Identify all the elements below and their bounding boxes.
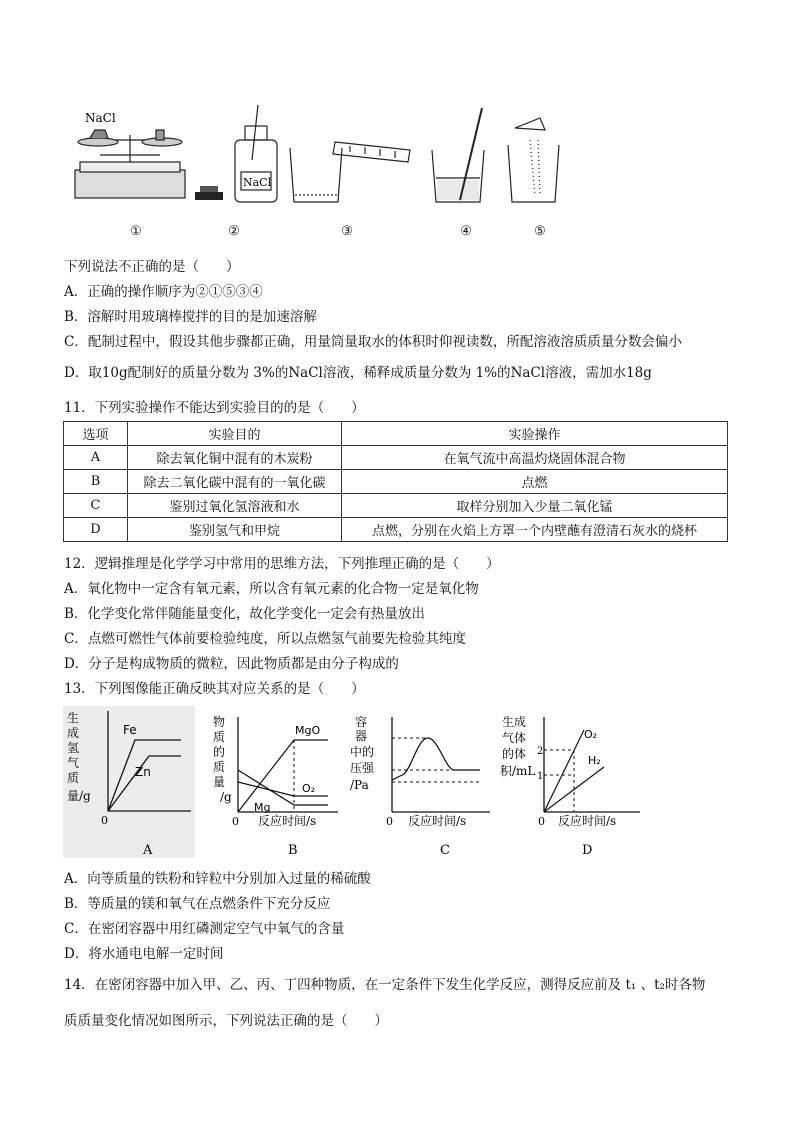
table-row bbox=[64, 446, 728, 470]
mgo-line bbox=[238, 740, 328, 812]
graph-d-ylabel: 生成 bbox=[502, 715, 527, 729]
graph-a-caption: A bbox=[143, 843, 153, 858]
stirring-beaker-drawing bbox=[432, 108, 484, 202]
q14-line-1: 14．在密闭容器中加入甲、乙、丙、丁四种物质，在一定条件下发生化学反应，测得反应前及 t₁ 、t₂时各物 bbox=[64, 977, 706, 993]
cell: B bbox=[64, 470, 128, 494]
graph-a-ylabel: 成 bbox=[67, 726, 80, 740]
q12-option-a: A．氧化物中一定含有氧元素，所以含有氧元素的化合物一定是氧化物 bbox=[64, 581, 479, 597]
step-label-2: ② bbox=[228, 224, 240, 239]
cell: 点燃，分别在火焰上方罩一个内壁蘸有澄清石灰水的烧杯 bbox=[342, 518, 728, 542]
graph-a-ylabel: 生 bbox=[67, 711, 80, 725]
graph-d-tick-2: 2 bbox=[537, 746, 544, 757]
graph-c-ylabel: 压强 bbox=[350, 761, 375, 775]
graph-b-ylabel: 的 bbox=[213, 745, 226, 759]
q10-option-d: D．取10g配制好的质量分数为 3%的NaCl溶液，稀释成质量分数为 1%的NaCl溶液，需加水18g bbox=[64, 365, 652, 381]
cell: 除去氧化铜中混有的木炭粉 bbox=[128, 446, 342, 470]
graph-d-ylabel: 气体 bbox=[502, 731, 527, 745]
nacl-label-balance: NaCl bbox=[85, 111, 116, 125]
graph-b-ylabel: 量 bbox=[213, 775, 226, 789]
cell: 点燃 bbox=[342, 470, 728, 494]
graph-c-ylabel: 中的 bbox=[350, 745, 375, 759]
graph-d-ylabel: 的体 bbox=[502, 747, 527, 761]
q10-stem: 下列说法不正确的是（ ） bbox=[64, 259, 240, 275]
graph-d-origin: 0 bbox=[538, 815, 545, 828]
cell: D bbox=[64, 518, 128, 542]
graph-d-ylabel: 积/mL bbox=[500, 764, 536, 778]
nacl-label-bottle: NaCl bbox=[243, 176, 272, 189]
graph-b-caption: B bbox=[288, 843, 298, 858]
h2-label: H₂ bbox=[588, 754, 601, 767]
q13-option-c: C．在密闭容器中用红磷测定空气中氧气的含量 bbox=[64, 921, 345, 937]
graph-a-ylabel: 气 bbox=[67, 756, 80, 770]
graph-d-tick-1: 1 bbox=[537, 771, 544, 782]
graph-c-caption: C bbox=[440, 843, 450, 858]
balance-drawing bbox=[75, 130, 185, 198]
table-header-row bbox=[64, 422, 728, 446]
q10-option-a: A．正确的操作顺序为②①⑤③④ bbox=[64, 284, 263, 300]
cell: C bbox=[64, 494, 128, 518]
graph-c-origin: 0 bbox=[386, 815, 393, 828]
graph-a-ylabel: 量/g bbox=[67, 789, 91, 803]
q12-option-b: B．化学变化常伴随能量变化，故化学变化一定会有热量放出 bbox=[64, 606, 425, 622]
step-label-4: ④ bbox=[460, 224, 472, 239]
zn-label: Zn bbox=[135, 765, 151, 779]
table-row bbox=[64, 494, 728, 518]
o2-line bbox=[544, 730, 584, 812]
mg-label: Mg bbox=[254, 801, 271, 814]
graph-b-ylabel: 质 bbox=[213, 760, 226, 774]
graph-b-ylabel: /g bbox=[220, 790, 232, 804]
step-label-3: ③ bbox=[341, 224, 353, 239]
graph-a-ylabel: 质 bbox=[67, 771, 80, 785]
header-purpose: 实验目的 bbox=[128, 422, 342, 446]
weight-block bbox=[195, 192, 223, 200]
graph-c-xlabel: 反应时间/s bbox=[408, 814, 467, 828]
q10-option-c: C．配制过程中，假设其他步骤都正确，用量筒量取水的体积时仰视读数，所配溶液溶质质量分数会偏小 bbox=[64, 334, 682, 350]
cell: 取样分别加入少量二氧化锰 bbox=[342, 494, 728, 518]
graph-c-ylabel: 器 bbox=[355, 729, 368, 743]
graph-c bbox=[350, 712, 495, 858]
cell: 鉴别氢气和甲烷 bbox=[128, 518, 342, 542]
o2-label: O₂ bbox=[584, 728, 598, 741]
header-option: 选项 bbox=[64, 422, 128, 446]
mgo-label: MgO bbox=[295, 724, 321, 737]
graph-b-origin: 0 bbox=[232, 815, 239, 828]
graph-b-ylabel: 物 bbox=[213, 715, 226, 729]
table-row bbox=[64, 470, 728, 494]
graph-c-ylabel: /Pa bbox=[350, 778, 369, 792]
q13-option-d: D．将水通电电解一定时间 bbox=[64, 946, 224, 962]
graph-d bbox=[500, 712, 645, 858]
pouring-water-drawing bbox=[290, 142, 410, 202]
graph-a bbox=[63, 706, 195, 858]
q12-stem: 12．逻辑推理是化学学习中常用的思维方法，下列推理正确的是（ ） bbox=[64, 556, 500, 572]
graph-c-ylabel: 容 bbox=[355, 715, 368, 729]
q13-stem: 13．下列图像能正确反映其对应关系的是（ ） bbox=[64, 681, 365, 697]
graph-b-ylabel: 质 bbox=[213, 730, 226, 744]
q12-option-c: C．点燃可燃性气体前要检验纯度，所以点燃氢气前要先检验其纯度 bbox=[64, 631, 466, 647]
graph-a-origin: 0 bbox=[101, 814, 108, 827]
graph-d-xlabel: 反应时间/s bbox=[558, 814, 617, 828]
apparatus-figure bbox=[70, 100, 590, 215]
q12-option-d: D．分子是构成物质的微粒，因此物质都是由分子构成的 bbox=[64, 656, 399, 672]
graph-b bbox=[210, 712, 345, 858]
cell: 除去二氧化碳中混有的一氧化碳 bbox=[128, 470, 342, 494]
pressure-curve bbox=[392, 738, 480, 780]
cell: A bbox=[64, 446, 128, 470]
q13-option-b: B．等质量的镁和氧气在点燃条件下充分反应 bbox=[64, 896, 331, 912]
graph-d-caption: D bbox=[582, 843, 593, 858]
step-label-1: ① bbox=[130, 224, 142, 239]
fe-label: Fe bbox=[123, 723, 137, 737]
funnel-pouring-drawing bbox=[508, 118, 559, 202]
cell: 鉴别过氧化氢溶液和水 bbox=[128, 494, 342, 518]
q13-option-a: A．向等质量的铁粉和锌粒中分别加入过量的稀硫酸 bbox=[64, 871, 371, 887]
q14-line-2: 质质量变化情况如图所示，下列说法正确的是（ ） bbox=[64, 1013, 388, 1029]
o2-label: O₂ bbox=[302, 782, 316, 795]
cell: 在氧气流中高温灼烧固体混合物 bbox=[342, 446, 728, 470]
step-label-5: ⑤ bbox=[534, 224, 546, 239]
q11-stem: 11．下列实验操作不能达到实验目的的是（ ） bbox=[64, 400, 365, 416]
header-operation: 实验操作 bbox=[342, 422, 728, 446]
table-row bbox=[64, 518, 728, 542]
q10-option-b: B．溶解时用玻璃棒搅拌的目的是加速溶解 bbox=[64, 309, 317, 325]
q11-table bbox=[63, 421, 728, 542]
graph-b-xlabel: 反应时间/s bbox=[258, 814, 317, 828]
graph-a-ylabel: 氢 bbox=[67, 741, 80, 755]
